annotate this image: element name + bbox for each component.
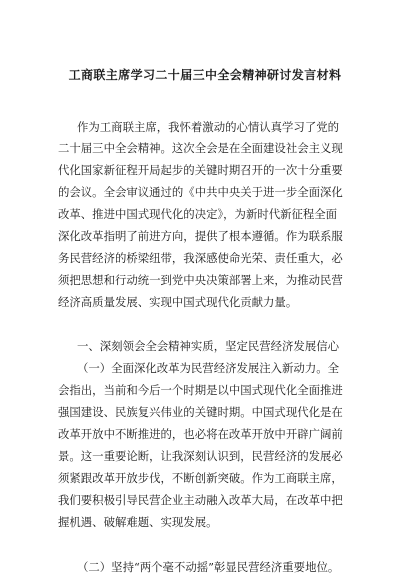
- paragraph-line: 深化改革指明了前进方向，提供了根本遵循。作为联系服: [58, 229, 343, 243]
- paragraph-line: 强国建设、民族复兴伟业的关键时期。中国式现代化是在: [58, 405, 343, 419]
- paragraph-line: 改革开放中不断推进的，也必将在改革开放中开辟广阔前: [58, 427, 343, 441]
- paragraph-line: 须紧跟改革开放步伐，不断创新突破。作为工商联主席，: [58, 471, 343, 485]
- paragraph-line: 的会议。全会审议通过的《中共中央关于进一步全面深化: [58, 185, 343, 199]
- paragraph-line: 二十届三中全会精神。这次全会是在全面建设社会主义现: [58, 141, 343, 155]
- paragraph-line: 景。这一重要论断，让我深刻认识到，民营经济的发展必: [58, 449, 343, 463]
- paragraph-line: 作为工商联主席，我怀着激动的心情认真学习了党的: [77, 120, 339, 134]
- paragraph-line: 会指出，当前和今后一个时期是以中国式现代化全面推进: [58, 383, 343, 397]
- subsection-heading: （一）全面深化改革为民营经济发展注入新动力。全: [77, 361, 339, 375]
- subsection-heading: （二）坚持“两个毫不动摇”彰显民营经济重要地位。: [77, 560, 340, 574]
- paragraph-line: 务民营经济的桥梁纽带，我深感使命光荣、责任重大，必: [58, 251, 343, 265]
- document-title: 工商联主席学习二十届三中全会精神研讨发言材料: [68, 68, 342, 82]
- paragraph-line: 我们要积极引导民营企业主动融入改革大局，在改革中把: [58, 493, 343, 507]
- section-heading: 一、深刻领会全会精神实质，坚定民营经济发展信心: [77, 339, 339, 353]
- paragraph-line: 须把思想和行动统一到党中央决策部署上来，为推动民营: [58, 273, 343, 287]
- paragraph-line: 代化国家新征程开局起步的关键时期召开的一次十分重要: [58, 163, 343, 177]
- paragraph-line: 改革、推进中国式现代化的决定》，为新时代新征程全面: [58, 207, 338, 221]
- paragraph-line: 握机遇、破解难题、实现发展。: [58, 515, 218, 529]
- paragraph-line: 经济高质量发展、实现中国式现代化贡献力量。: [58, 295, 298, 309]
